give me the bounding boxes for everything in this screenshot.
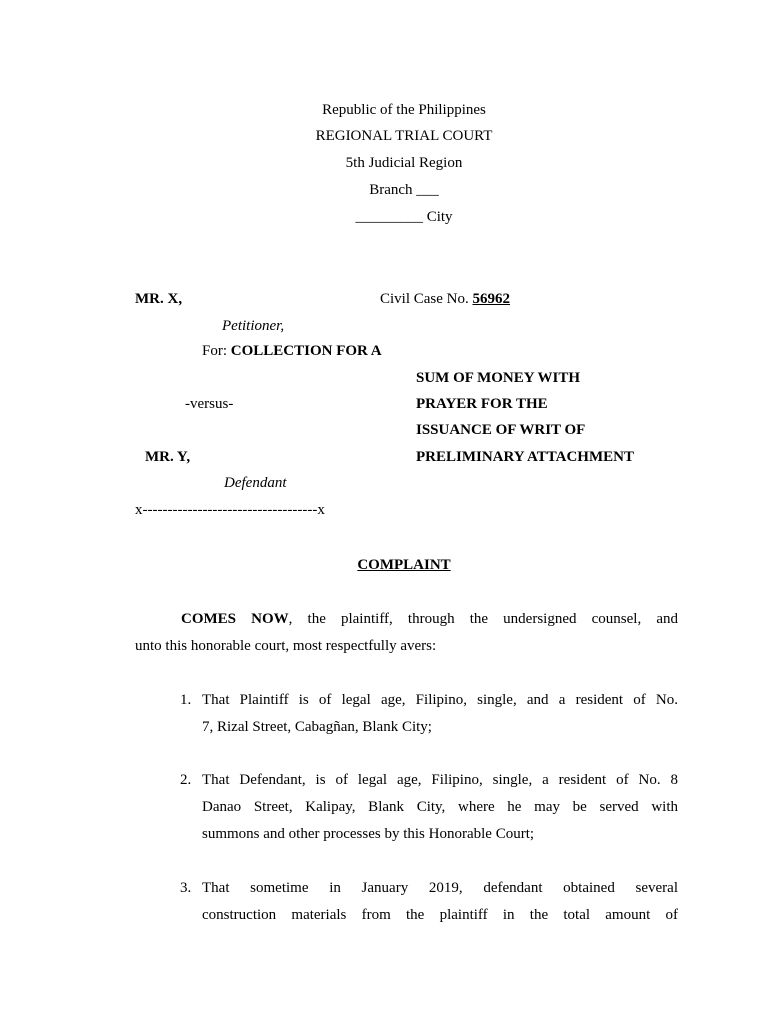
header-city: _________ City xyxy=(355,209,453,225)
action-line-2: SUM OF MONEY WITH xyxy=(416,370,581,386)
case-number: 56962 xyxy=(472,291,510,307)
item-line: Danao Street, Kalipay, Blank City, where he may be served with xyxy=(202,799,678,815)
action-line-3: PRAYER FOR THE xyxy=(416,396,548,412)
header-court: REGIONAL TRIAL COURT xyxy=(315,128,493,144)
plaintiff-name: MR. X, xyxy=(135,291,183,307)
item-number: 1. xyxy=(180,692,192,708)
header-republic: Republic of the Philippines xyxy=(322,102,486,118)
list-item xyxy=(202,875,678,929)
intro-rest: , the plaintiff, through the undersigned counsel, and xyxy=(288,611,678,627)
intro-paragraph xyxy=(135,606,678,660)
list-item xyxy=(202,767,678,848)
item-line: construction materials from the plaintiff in the total amount of xyxy=(202,907,678,923)
for-line xyxy=(202,343,382,360)
action-line-4: ISSUANCE OF WRIT OF xyxy=(416,422,586,438)
item-line: That sometime in January 2019, defendant obtained several xyxy=(202,880,678,896)
case-label: Civil Case No. xyxy=(380,291,469,307)
action-line-5: PRELIMINARY ATTACHMENT xyxy=(416,449,634,465)
item-line: summons and other processes by this Honorable Court; xyxy=(202,826,535,842)
plaintiff-role: Petitioner, xyxy=(222,318,285,334)
defendant-role: Defendant xyxy=(224,475,287,491)
item-line: 7, Rizal Street, Cabagñan, Blank City; xyxy=(202,719,432,735)
intro-line-1 xyxy=(135,606,678,633)
item-number: 3. xyxy=(180,880,192,896)
versus-label: -versus- xyxy=(185,396,234,412)
header-region: 5th Judicial Region xyxy=(345,155,463,171)
case-number-line xyxy=(380,291,510,308)
item-line: That Defendant, is of legal age, Filipino, single, a resident of No. 8 xyxy=(202,772,678,788)
intro-lead: COMES NOW xyxy=(181,611,289,627)
header-branch: Branch ___ xyxy=(369,182,439,198)
for-label: For: xyxy=(202,343,228,359)
item-number: 2. xyxy=(180,772,192,788)
caption-separator: x-----------------------------------x xyxy=(135,502,325,518)
list-item xyxy=(202,687,678,741)
action-line-1: COLLECTION FOR A xyxy=(230,343,382,359)
item-line: That Plaintiff is of legal age, Filipino, single, and a resident of No. xyxy=(202,692,678,708)
intro-line-2: unto this honorable court, most respectfully avers: xyxy=(135,638,437,654)
document-title: COMPLAINT xyxy=(357,557,451,573)
defendant-name: MR. Y, xyxy=(145,449,191,465)
